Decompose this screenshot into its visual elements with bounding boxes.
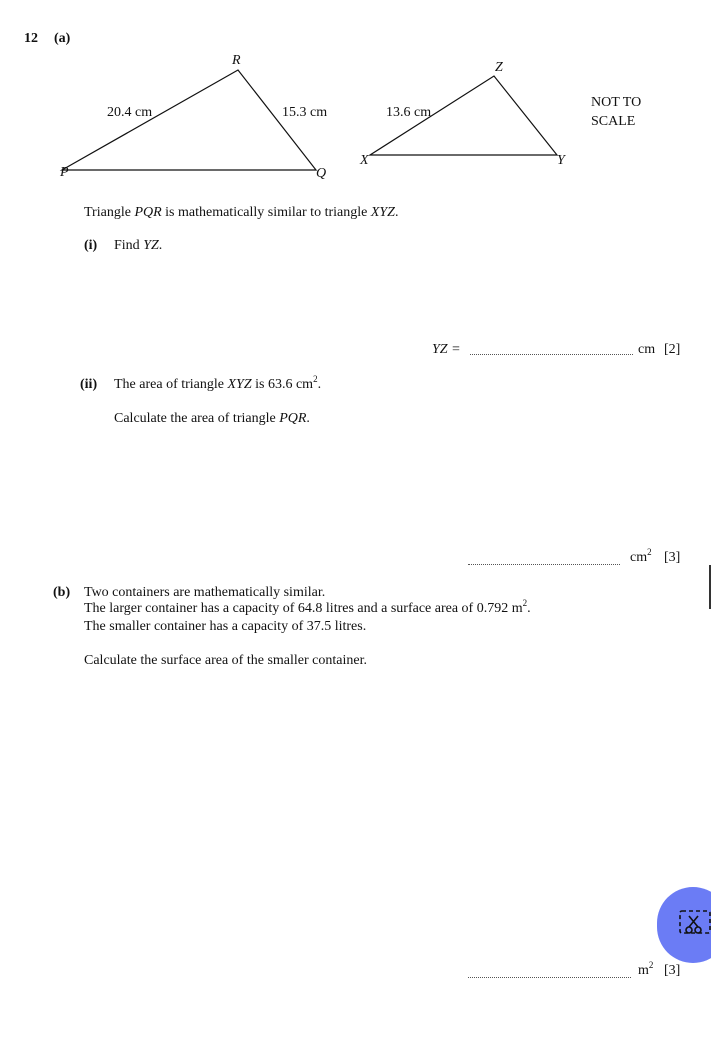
surface-area-answer-line[interactable] xyxy=(468,977,631,978)
part-i-question: Find YZ. xyxy=(114,238,163,253)
part-b-instruction: Calculate the surface area of the smaller container. xyxy=(84,653,367,668)
side-pr-label: 20.4 cm xyxy=(107,105,153,120)
part-ii-question: The area of triangle XYZ is 63.6 $cm^2$. xyxy=(114,374,322,392)
part-b-line2: The larger container has a capacity of 64.8 litres and a surface area of 0.792 $m^2$. xyxy=(84,598,531,616)
vertex-r-label: R xyxy=(232,53,241,68)
vertex-y-label: Y xyxy=(557,153,565,168)
similarity-statement: Triangle PQR is mathematically similar to triangle XYZ. xyxy=(84,205,399,220)
part-b-marks: [3] xyxy=(664,963,681,978)
part-b-line1: Two containers are mathematically similar. xyxy=(84,585,326,600)
yz-answer-label: YZ = xyxy=(432,342,461,357)
part-ii-label: (ii) xyxy=(80,377,98,392)
vertex-p-label: P xyxy=(60,165,69,180)
area-pqr-unit: $cm^2$ xyxy=(630,547,652,565)
vertex-x-label: X xyxy=(360,153,369,168)
part-i-label: (i) xyxy=(84,238,98,253)
part-b-label: (b) xyxy=(53,585,71,600)
vertex-q-label: Q xyxy=(316,166,327,181)
vertex-z-label: Z xyxy=(495,60,503,75)
question-number: 12 xyxy=(24,31,38,46)
screenshot-scissors-icon xyxy=(678,909,711,939)
side-rq-label: 15.3 cm xyxy=(282,105,328,120)
part-b-line3: The smaller container has a capacity of 37.5 litres. xyxy=(84,619,367,634)
part-ii-marks: [3] xyxy=(664,550,681,565)
part-ii-instruction: Calculate the area of triangle PQR. xyxy=(114,411,310,426)
triangle-pqr xyxy=(62,70,316,170)
part-i-marks: [2] xyxy=(664,342,681,357)
yz-answer-unit: cm xyxy=(638,342,656,357)
area-pqr-answer-line[interactable] xyxy=(468,564,620,565)
part-a-label: (a) xyxy=(54,31,71,46)
side-xz-label: 13.6 cm xyxy=(386,105,432,120)
surface-area-unit: $m^2$ xyxy=(638,960,654,978)
not-to-scale-note: NOT TO SCALE xyxy=(591,95,642,129)
screenshot-fab-button[interactable] xyxy=(657,887,711,963)
yz-answer-line[interactable] xyxy=(470,354,633,355)
